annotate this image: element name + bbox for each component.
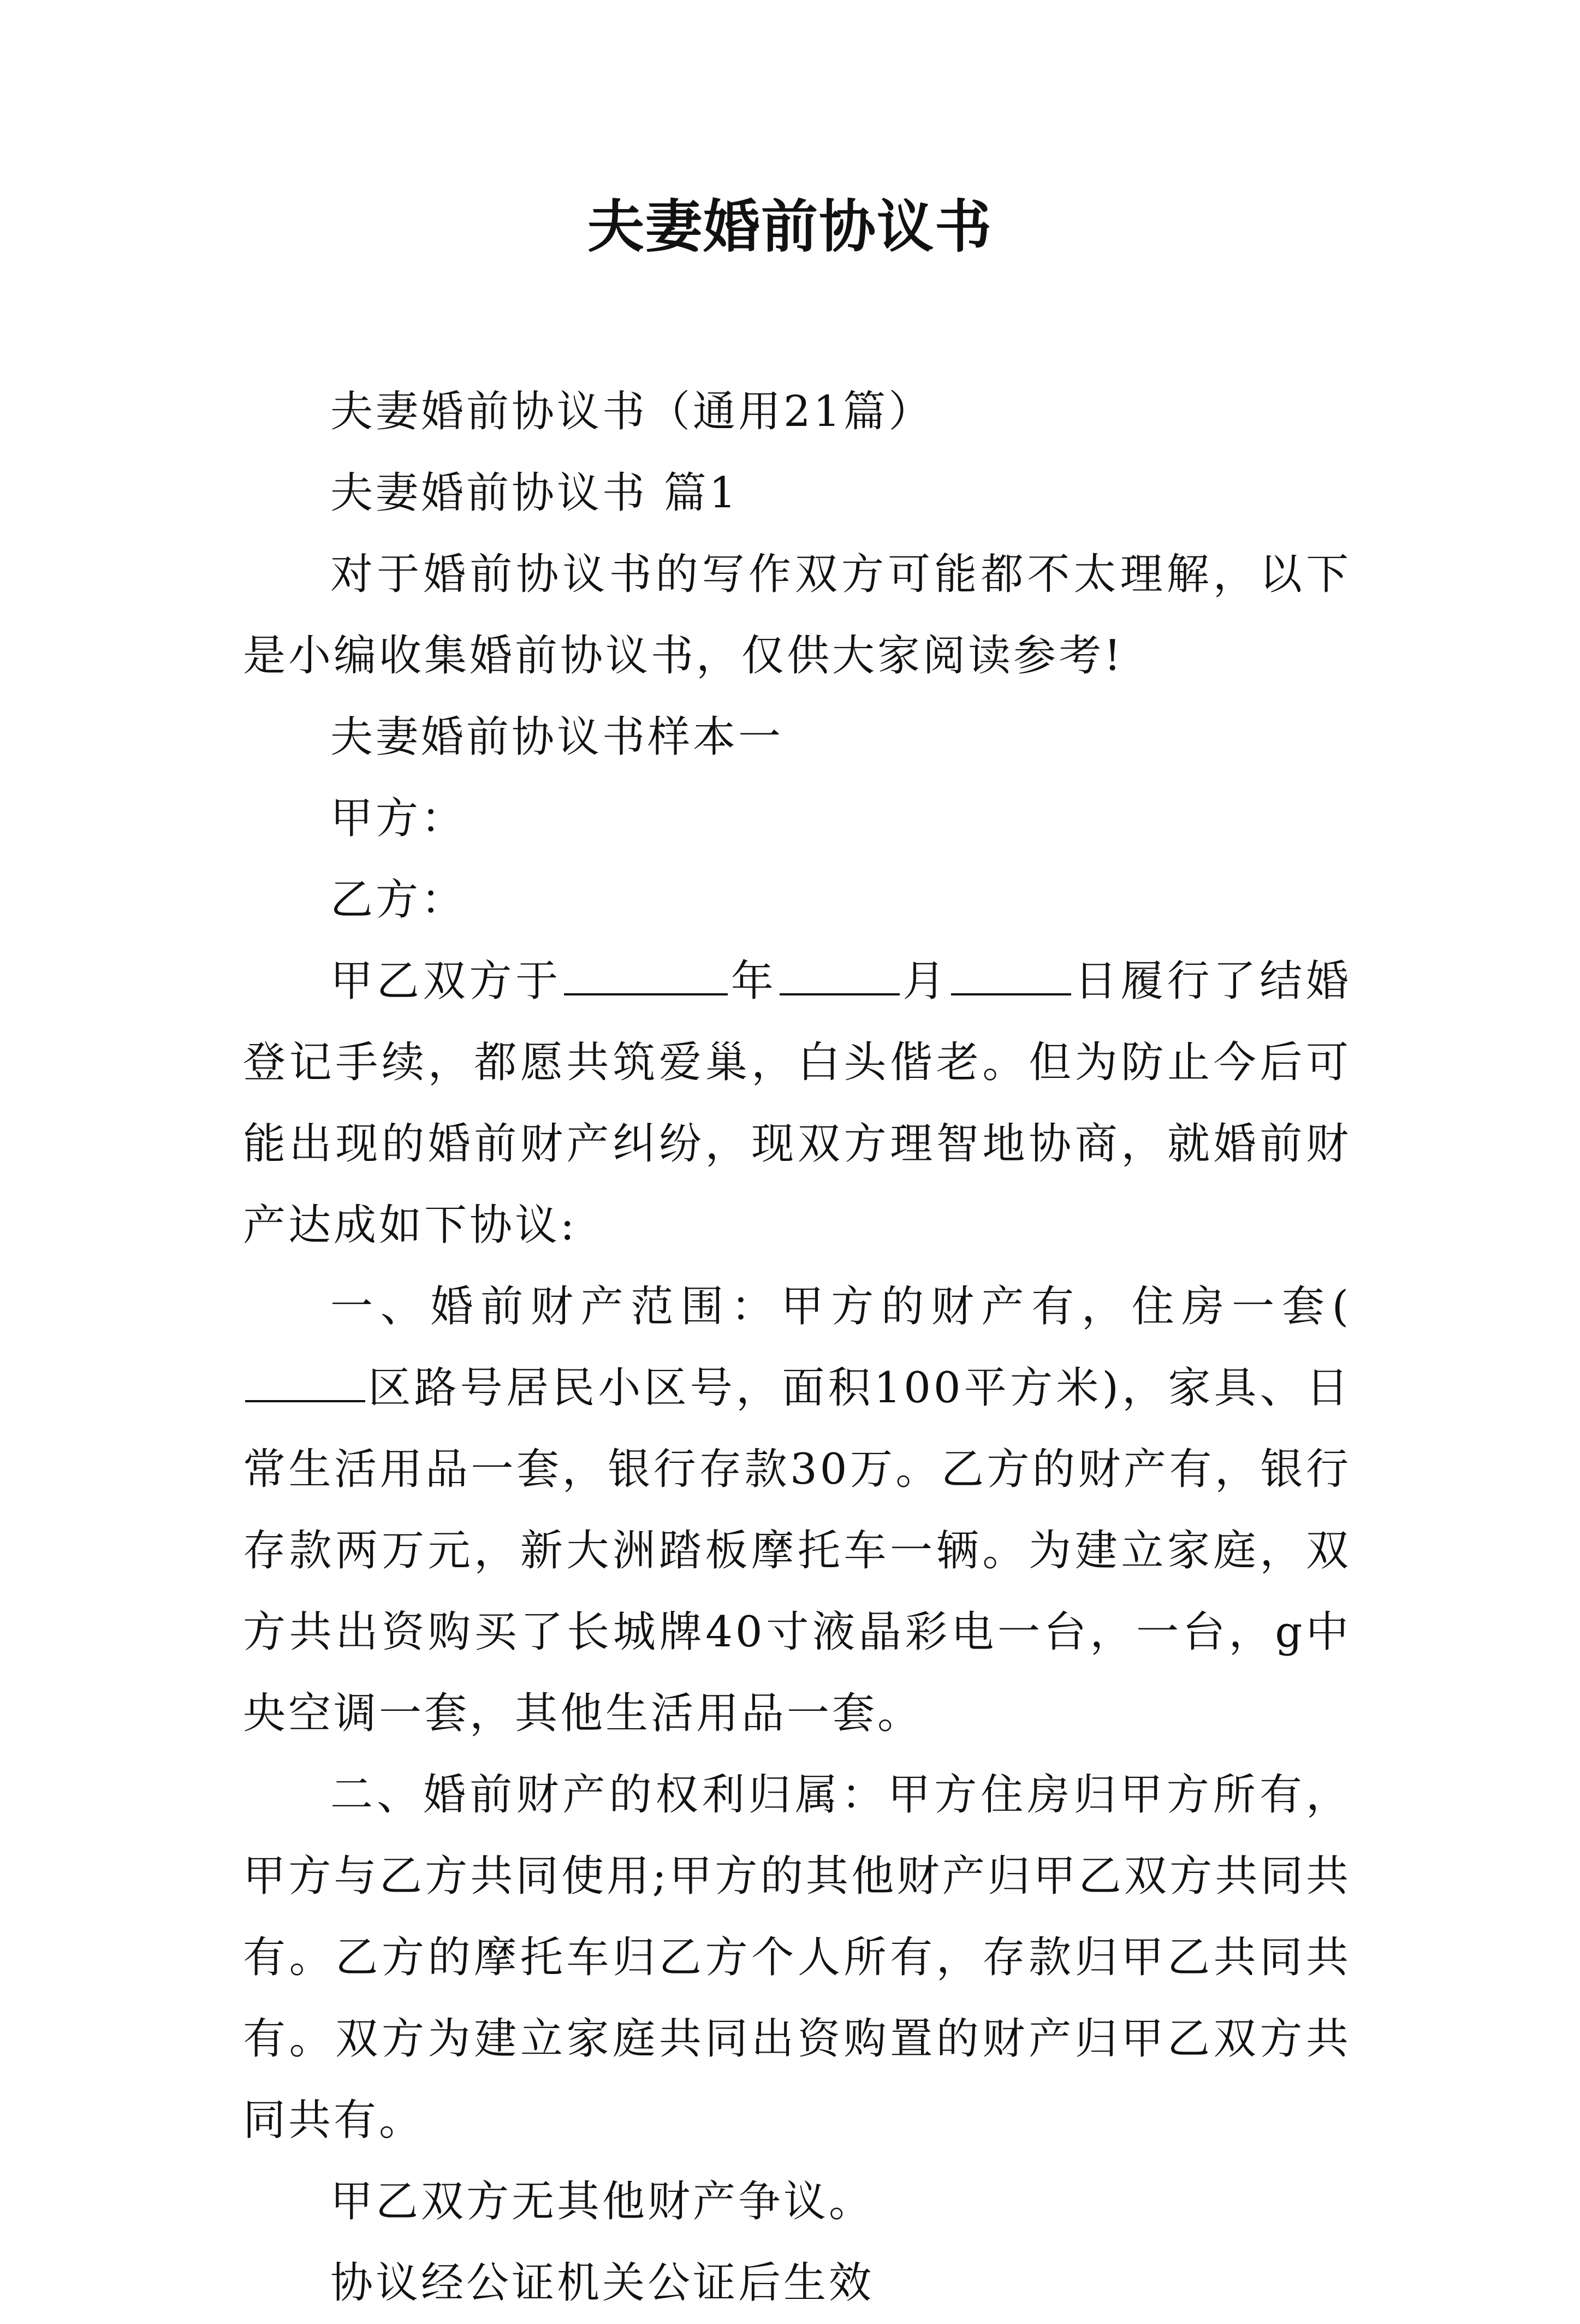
paragraph-article-heading: 夫妻婚前协议书 篇1 — [330, 469, 739, 518]
month-blank — [780, 955, 900, 995]
year-blank — [564, 955, 728, 995]
paragraph-no-dispute: 甲乙双方无其他财产争议。 — [330, 2177, 875, 2226]
registration-suffix: 日履行了结婚登记手续，都愿共筑爱巢，白头偕老。但为防止今后可能出现的婚前财产纠纷，现双方理智地协商，就婚前财产达成如下协议: — [243, 957, 1351, 1250]
clause-one-prefix: 一、婚前财产范围：甲方的财产有，住房一套( — [330, 1282, 1351, 1331]
document-body — [243, 371, 1351, 2324]
day-blank — [951, 955, 1071, 995]
paragraph-party-b: 乙方： — [330, 875, 467, 924]
district-blank — [245, 1362, 365, 1402]
clause-one-suffix: 区路号居民小区号，面积100平方米)，家具、日常生活用品一套，银行存款30万。乙方的财产有，银行存款两万元，新大洲踏板摩托车一辆。为建立家庭，双方共出资购买了长城牌40寸液晶彩电一台，一台，g中央空调一套，其他生活用品一套。 — [243, 1363, 1351, 1738]
paragraph-clause-one — [243, 1266, 1351, 1754]
paragraph-collection-title: 夫妻婚前协议书（通用21篇） — [330, 387, 934, 436]
registration-prefix: 甲乙双方于 — [330, 957, 562, 1006]
paragraph-effective: 协议经公证机关公证后生效 — [330, 2258, 875, 2308]
paragraph-registration — [243, 941, 1351, 1266]
document-title: 夫妻婚前协议书 — [587, 193, 993, 260]
paragraph-sample-heading: 夫妻婚前协议书样本一 — [330, 713, 784, 762]
paragraph-intro: 对于婚前协议书的写作双方可能都不太理解，以下是小编收集婚前协议书，仅供大家阅读参考! — [243, 550, 1351, 680]
registration-year-label: 年 — [729, 957, 777, 1006]
paragraph-party-a: 甲方： — [330, 794, 467, 843]
registration-month-label: 月 — [901, 957, 949, 1006]
paragraph-clause-two: 二、婚前财产的权利归属：甲方住房归甲方所有，甲方与乙方共同使用;甲方的其他财产归甲乙双方共同共有。乙方的摩托车归乙方个人所有，存款归甲乙共同共有。双方为建立家庭共同出资购置的财产归甲乙双方共同共有。 — [243, 1770, 1351, 2145]
